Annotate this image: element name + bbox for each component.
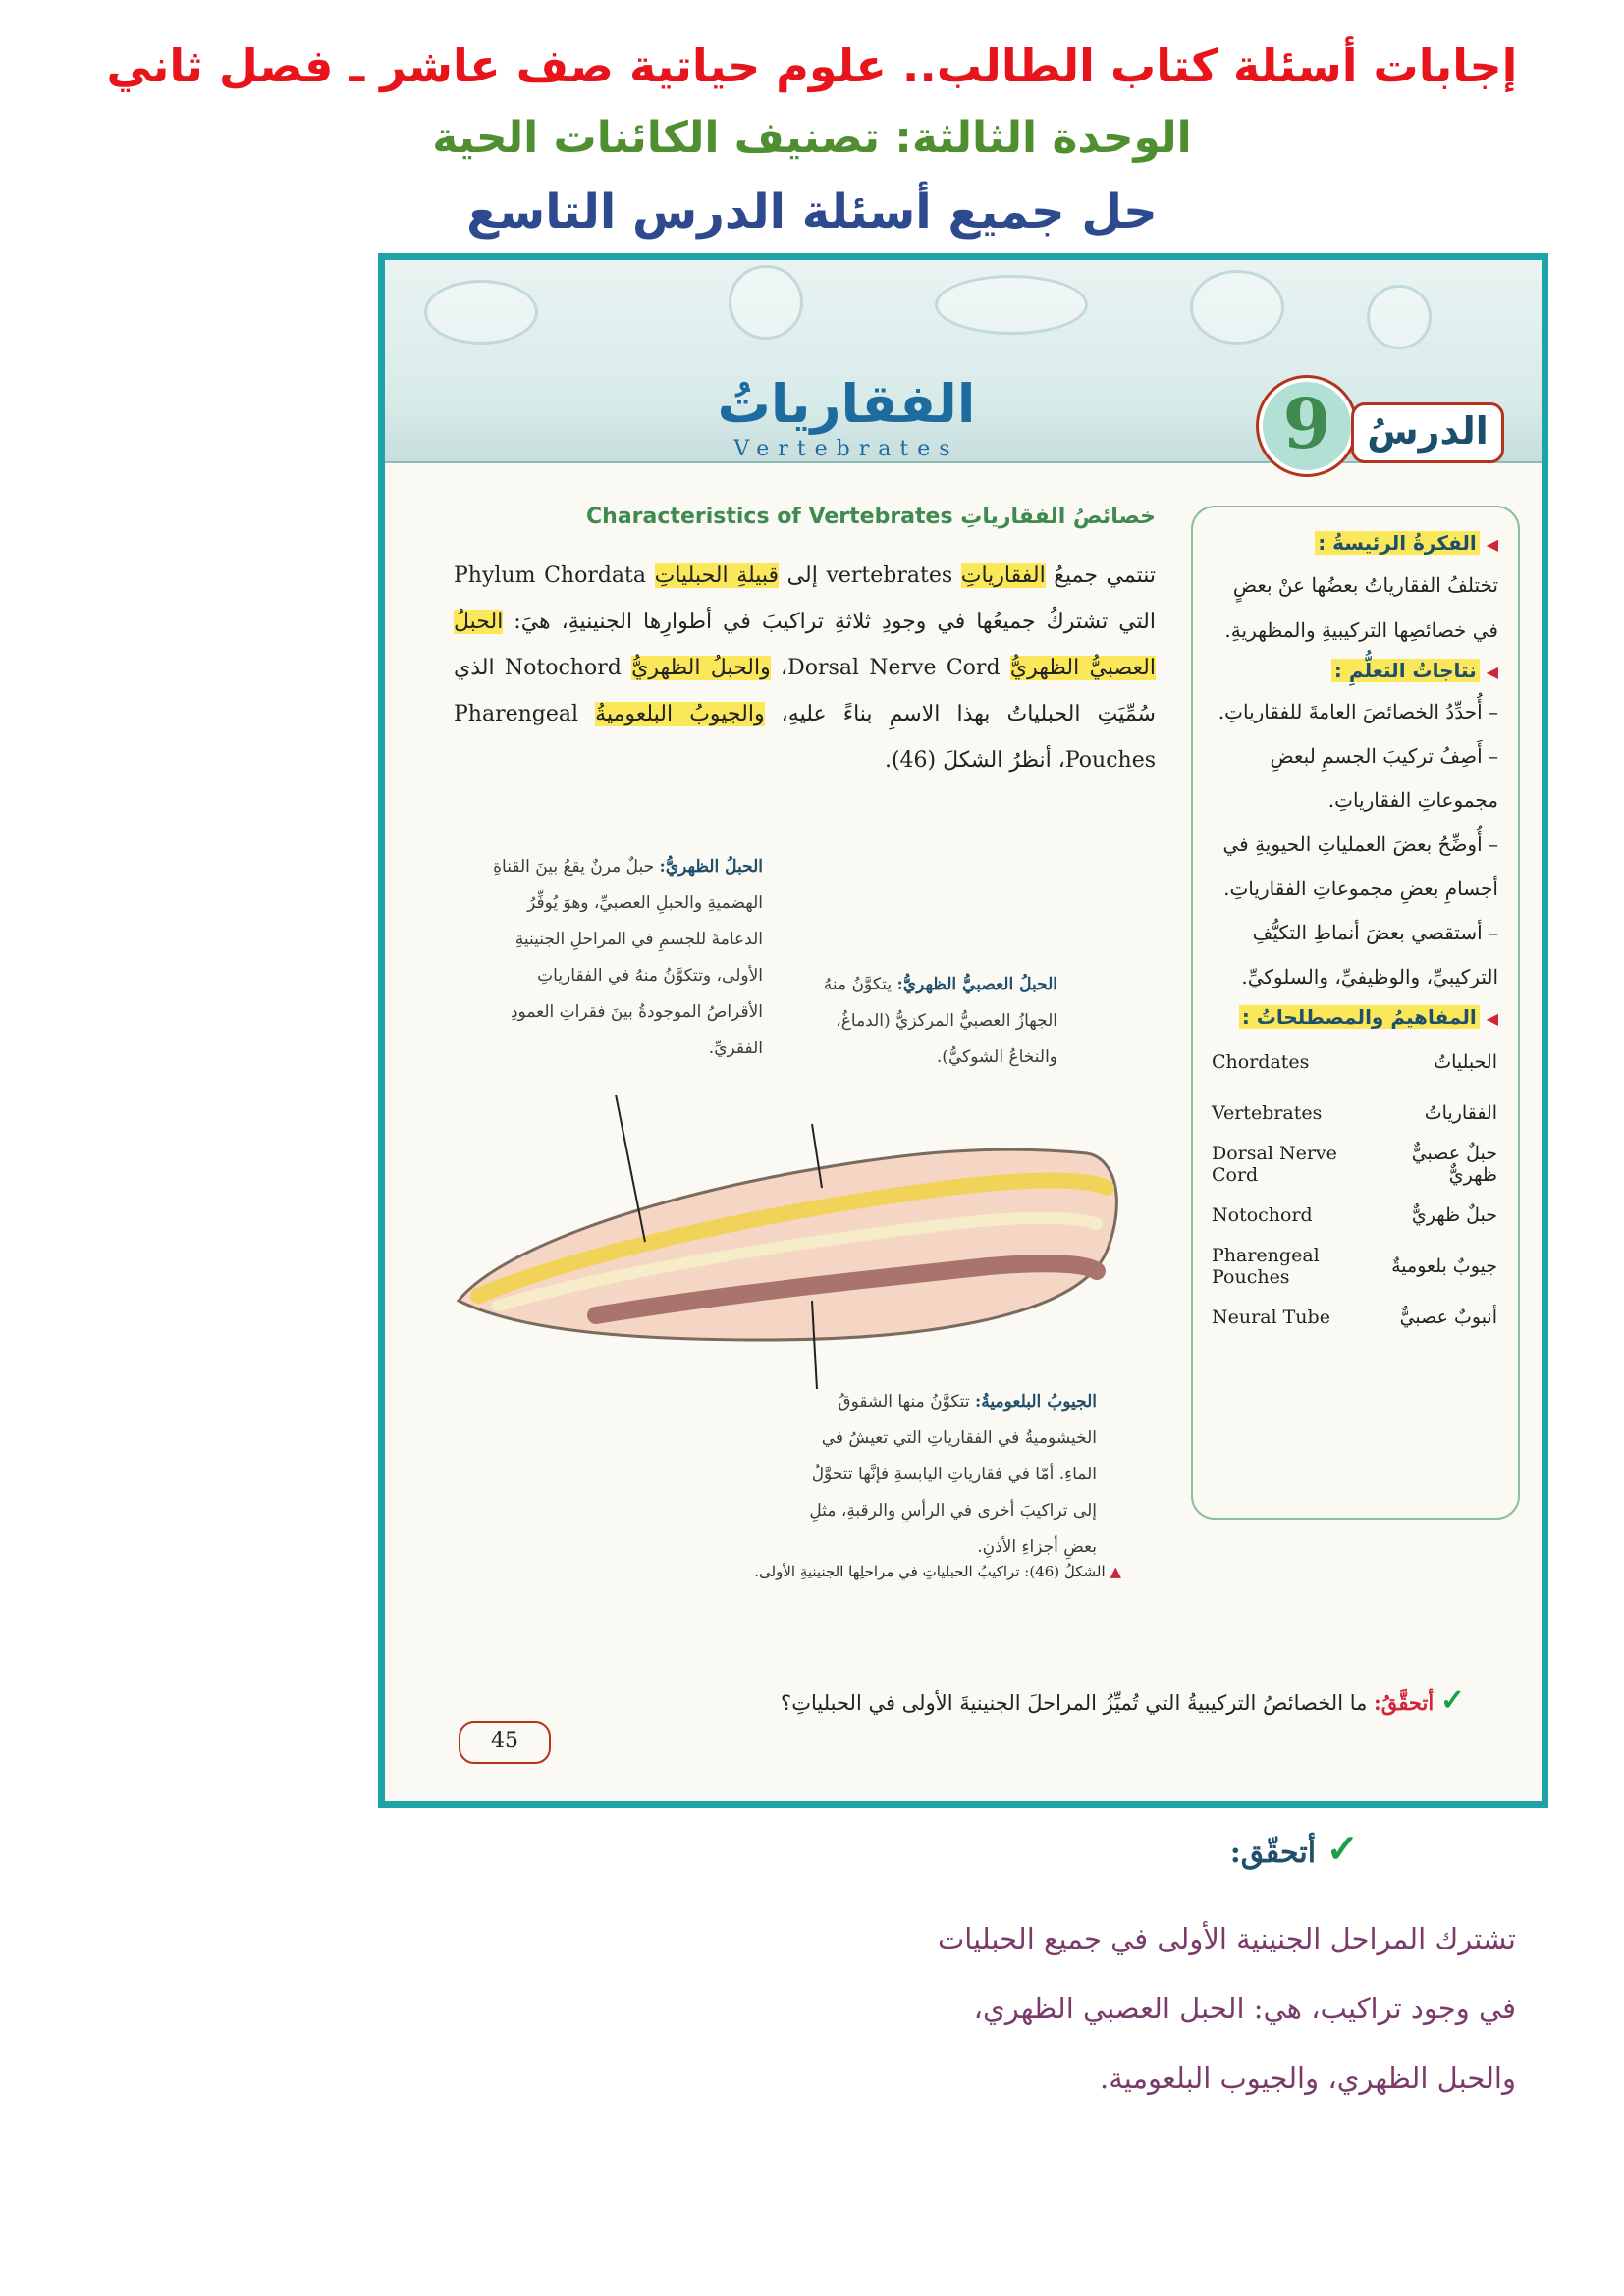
paragraph-text: Phylum Chordata التي تشتركُ جميعُها في وجودِ ثلاثةِ تراكيبَ في أطوارِها الجنينيةِ، هيَ:: [454, 563, 1156, 634]
main-idea-text: تختلفُ الفقارياتُ بعضُها عنْ بعضٍ في خصائصِها التركيبيةِ والمظهريةِ.: [1224, 573, 1498, 642]
notochord-caption-text: حبلٌ مرنٌ يقعُ بينَ القناةِ الهضميةِ والحبلِ العصبيِّ، وهوَ يُوفِّرُ الدعامةَ للجسمِ في المراحلِ الجنينيةِ الأولى، وتتكوَّنُ منهُ في الفقارياتِ الأقراصُ الموجودةُ بينَ فقراتِ العمودِ الفقريِّ.: [493, 857, 763, 1058]
embryo-diagram: [439, 1095, 1146, 1389]
learning-outcome-item: – أَصِفُ تركيبَ الجسمِ لبعضِ مجموعاتِ الفقارياتِ.: [1211, 734, 1498, 823]
paragraph-text: Pharengeal Pouches، أنظرُ الشكلَ (46).: [454, 702, 1156, 773]
main-idea-heading: [1211, 531, 1498, 555]
main-idea-label: الفكرةُ الرئيسةُ :: [1315, 531, 1480, 555]
term-english: Notochord: [1212, 1204, 1313, 1226]
textbook-page: [378, 253, 1548, 1808]
term-row: [1211, 1190, 1498, 1241]
answer-text: [770, 1904, 1516, 2113]
chordate-embryo-figure: [439, 849, 1146, 1557]
lesson-banner: [385, 260, 1542, 463]
terms-heading: [1211, 1005, 1498, 1029]
paragraph-text: vertebrates إلى: [779, 563, 961, 588]
intro-paragraph: [454, 553, 1156, 783]
outcomes-heading: [1211, 659, 1498, 682]
lesson-title-arabic: الفقارياتُ: [717, 373, 976, 435]
section-heading: [454, 505, 1156, 529]
nerve-cord-caption-title: الحبلُ العصبيُّ الظهريُّ:: [896, 975, 1057, 994]
outcomes-label: نتاجاتُ التعلُّمِ :: [1331, 659, 1480, 682]
term-english: Pharengeal Pouches: [1212, 1245, 1320, 1288]
learning-outcome-item: – أُوضِّحُ بعضَ العملياتِ الحيويةِ في أجسامِ بعضِ مجموعاتِ الفقارياتِ.: [1211, 823, 1498, 911]
term-row: [1211, 1139, 1498, 1190]
lesson-number-badge: 9: [1259, 378, 1355, 474]
term-arabic: أنبوبٌ عصبيٌّ: [1399, 1307, 1497, 1328]
answer-line: تشترك المراحل الجنينية الأولى في جميع الحبليات: [937, 1922, 1516, 1955]
term-arabic: جيوبٌ بلعوميةٌ: [1391, 1255, 1497, 1277]
lesson-label: الدرسُ: [1351, 402, 1504, 463]
microbe-decoration-icon: [935, 275, 1088, 335]
unit-title: الوحدة الثالثة: تصنيف الكائنات الحية: [432, 113, 1192, 163]
term-row: [1211, 1292, 1498, 1343]
term-row: [1211, 1241, 1498, 1292]
term-row: [1211, 1088, 1498, 1139]
term-english: Chordates: [1212, 1051, 1310, 1073]
checkmark-icon: ✓: [1439, 1683, 1465, 1718]
pharyngeal-pouch-caption: [802, 1384, 1097, 1566]
checkmark-icon: ✓: [1326, 1826, 1359, 1872]
check-question: [611, 1683, 1465, 1718]
pharyngeal-pouch-caption-title: الجيوبُ البلعوميةُ:: [975, 1392, 1097, 1412]
microbe-decoration-icon: [1367, 285, 1432, 349]
microbe-decoration-icon: [1190, 270, 1284, 345]
microbe-decoration-icon: [729, 265, 803, 340]
term-english: Dorsal Nerve Cord: [1212, 1143, 1337, 1186]
page-number: 45: [459, 1721, 551, 1764]
section-heading-arabic: خصائصُ الفقارياتِ: [960, 505, 1156, 529]
figure-caption: [414, 1563, 1121, 1580]
answer-heading: [1230, 1826, 1359, 1872]
learning-outcomes-list: [1211, 690, 1498, 999]
lesson-subtitle: حل جميع أسئلة الدرس التاسع: [466, 185, 1158, 240]
terms-label: المفاهيمُ والمصطلحاتُ :: [1239, 1005, 1480, 1029]
term-english: Neural Tube: [1212, 1307, 1330, 1328]
term-arabic: حبلٌ ظهريٌّ: [1411, 1204, 1497, 1226]
check-label: أتحقَّقُ:: [1374, 1690, 1435, 1715]
check-question-text: ما الخصائصُ التركيبيةُ التي تُميِّزُ المراحلَ الجنينيةَ الأولى في الحبلياتِ؟: [781, 1691, 1368, 1715]
highlighted-term: والجيوبُ البلعوميةُ: [595, 702, 765, 726]
microbe-decoration-icon: [424, 280, 538, 345]
main-content: [454, 491, 1156, 783]
term-arabic: حبلٌ عصبيٌّ ظهريٌّ: [1411, 1143, 1497, 1186]
paragraph-text: Notochord الذي سُمِّيَتِ الحبلياتُ بهذا الاسمِ بناءً عليهِ،: [454, 656, 1156, 726]
answer-line: في وجود تراكيب، هي: الحبل العصبي الظهري،: [973, 1992, 1516, 2025]
arrow-icon: ◀: [1486, 663, 1498, 681]
paragraph-text: تنتمي جميعُ: [1045, 563, 1157, 588]
learning-outcome-item: – أُحدِّدُ الخصائصَ العامةَ للفقارياتِ.: [1211, 690, 1498, 734]
pharyngeal-pouch-caption-text: تتكوَّنُ منها الشقوقُ الخيشوميةُ في الفقارياتِ التي تعيشُ في الماءِ. أمّا في فقارياتِ اليابسةِ فإنَّها تتحوَّلُ إلى تراكيبَ أخرى في الرأسِ والرقبةِ، مثلِ بعضِ أجزاءِ الأذنِ.: [809, 1392, 1097, 1557]
terms-table: [1211, 1037, 1498, 1343]
paragraph-text: Dorsal Nerve Cord،: [770, 656, 1010, 680]
answer-label: أتحقّق:: [1229, 1836, 1317, 1870]
term-arabic: الفقارياتُ: [1424, 1102, 1497, 1124]
nerve-cord-caption: [802, 967, 1057, 1076]
highlighted-term: قبيلةِ الحبلياتِ: [654, 563, 780, 588]
learning-outcome-item: – أستقصي بعضَ أنماطِ التكيُّفِ التركيبيِّ، والوظيفيِّ، والسلوكيِّ.: [1211, 911, 1498, 999]
highlighted-term: الفقارياتِ: [960, 563, 1046, 588]
section-heading-english: Characteristics of Vertebrates: [586, 505, 953, 529]
term-arabic: الحبلياتُ: [1434, 1051, 1497, 1073]
figure-caption-text: الشكلُ (46): تراكيبُ الحبلياتِ في مراحلِها الجنينيةِ الأولى.: [754, 1563, 1106, 1580]
notochord-caption: [488, 849, 763, 1067]
term-row: [1211, 1037, 1498, 1088]
arrow-icon: ◀: [1486, 1009, 1498, 1028]
highlighted-term: الحبلُ العصبيُّ الظهريُّ: [454, 610, 1156, 680]
nerve-cord-caption-text: يتكوَّنُ منهُ الجهازُ العصبيُّ المركزيُّ (الدماغُ، والنخاعُ الشوكيُّ).: [823, 975, 1057, 1067]
arrow-icon: ◀: [1486, 535, 1498, 554]
notochord-caption-title: الحبلُ الظهريُّ:: [659, 857, 763, 877]
page-title: إجابات أسئلة كتاب الطالب.. علوم حياتية صف عاشر ـ فصل ثاني: [106, 39, 1518, 92]
sidebar-box: [1191, 506, 1520, 1520]
term-english: Vertebrates: [1212, 1102, 1323, 1124]
highlighted-term: والحبلُ الظهريُّ: [631, 656, 771, 680]
lesson-title-english: Vertebrates: [733, 437, 959, 461]
triangle-marker-icon: ▲: [1110, 1563, 1121, 1580]
answer-line: والحبل الظهري، والجيوب البلعومية.: [1099, 2061, 1516, 2095]
